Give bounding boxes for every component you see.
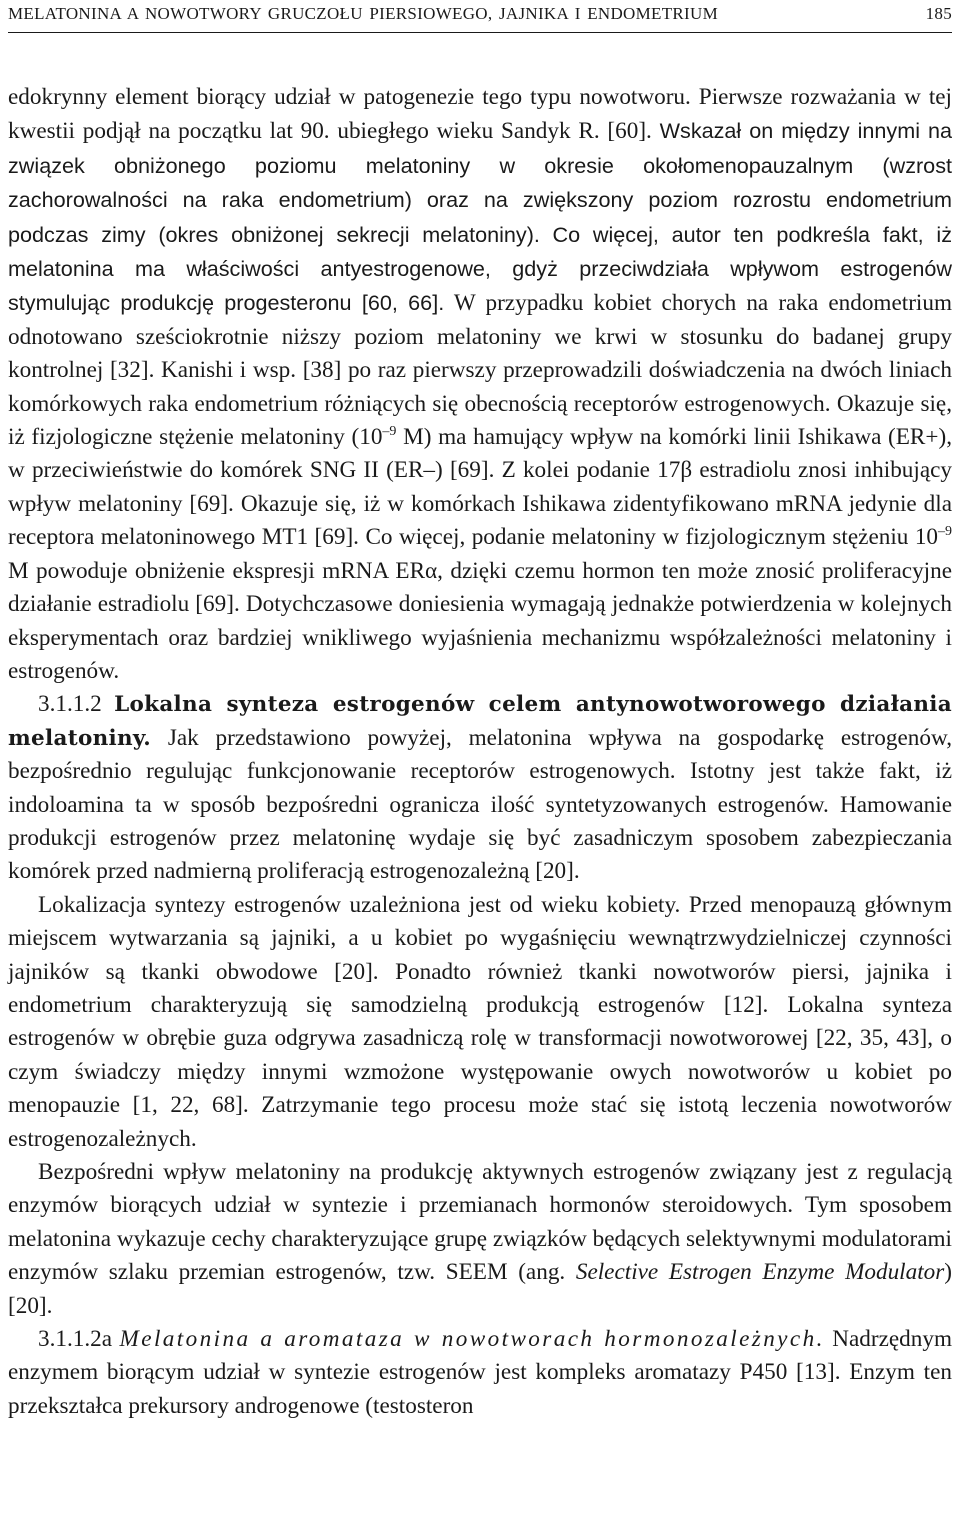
section-heading: Melatonina a aromataza w nowotworach hormonozależnych. bbox=[119, 1326, 825, 1353]
italic-term: Selective Estrogen Enzyme Modulator bbox=[575, 1259, 945, 1286]
running-header bbox=[8, 2, 952, 26]
sentence: M powoduje obniżenie ekspresji mRNA ERα, dzięki czemu hormon ten może znosić proliferacyjne działanie estradiolu [69]. bbox=[8, 557, 952, 618]
superscript-exponent: –9 bbox=[382, 424, 397, 440]
paragraph-endometrium bbox=[8, 81, 952, 688]
paragraph-localization bbox=[8, 889, 952, 1156]
sentence: Co więcej, podanie melatoniny w fizjologicznym stężeniu 10 bbox=[365, 524, 939, 551]
paragraph-text: Lokalizacja syntezy estrogenów uzależniona jest od wieku kobiety. Przed menopauzą głównym miejscem wytwarzania są jajniki, a u kobiet po wygaśnięciu wewnątrzwydzielniczej czynności jajników są tkanki obwodowe [20]. Ponadto również tkanki nowotworów piersi, jajnika i endometrium charakteryzują się samodzielną produkcją estrogenów [12]. Lokalna synteza estrogenów w obrębie guza odgrywa zasadniczą rolę w transformacji nowotworowej [22, 35, 43], o czym świadczy między innymi wzmożone występowanie owych nowotworów u kobiet po menopauzie [1, 22, 68]. Zatrzymanie tego procesu może stać się istotą leczenia nowotworów estrogenozależnych. bbox=[8, 891, 952, 1152]
paragraph-text-end: ) [20]. bbox=[8, 1259, 953, 1319]
header-rule bbox=[8, 32, 952, 33]
sentence: Dotychczasowe doniesienia wymagają jednakże potwierdzenia w kolejnych eksperymentach oraz bardziej wnikliwego wyjaśnienia mechanizmu współzależności melatoniny i estrogenów. bbox=[8, 591, 953, 684]
sentence: Okazuje się, iż fizjologiczne stężenie melatoniny (10 bbox=[8, 390, 953, 451]
sentence: [38] po raz pierwszy przeprowadzili doświadczenia na dwóch liniach komórkowych raka endometrium różniących się obecnością receptorów estrogenowych. bbox=[8, 357, 952, 417]
paragraph-text: Bezpośredni wpływ melatoniny na produkcję aktywnych estrogenów związany jest z regulacją enzymów biorących udział w syntezie i przemianach hormonów steroidowych. Tym sposobem melatonina wykazuje cechy charakteryzujące grupę związków będących selektywnymi modulatorami enzymów szlaku przemian estrogenów, tzw. SEEM (ang. bbox=[8, 1159, 952, 1286]
sentence: M) ma hamujący wpływ na komórki linii Ishikawa (ER+), w przeciwieństwie do komórek SNG II (ER–) [69]. bbox=[8, 424, 952, 484]
sentence: Co więcej, autor ten podkreśla fakt, iż melatonina ma właściwości antyestrogenowe, gdyż przeciwdziała wpływom estrogenów stymulując produkcję progesteronu [60, 66]. bbox=[8, 221, 953, 316]
section-heading: Lokalna synteza estrogenów celem antynowotworowego działania melatoniny. bbox=[8, 692, 952, 751]
paragraph-direct-influence bbox=[8, 1156, 952, 1323]
section-number: 3.1.1.2 bbox=[38, 691, 102, 718]
sentence: Z kolei podanie 17β estradiolu znosi inhibujący wpływ melatoniny [69]. bbox=[8, 457, 952, 517]
page-number: 185 bbox=[925, 4, 952, 23]
section-text: Jak przedstawiono powyżej, melatonina wpływa na gospodarkę estrogenów, bezpośrednio regulując funkcjonowanie receptorów estrogenowych. Istotny jest także fakt, iż indoloamina ta w sposób bezpośredni ogranicza ilość syntetyzowanych estrogenów. Hamowanie produkcji estrogenów przez melatoninę wydaje się być zasadniczym sposobem zabezpieczania komórek przed nadmierną proliferacją estrogenozależną [20]. bbox=[8, 724, 952, 885]
section-number: 3.1.1.2a bbox=[38, 1326, 113, 1353]
body-text bbox=[8, 81, 952, 1423]
section-3-1-1-2 bbox=[8, 688, 952, 888]
section-3-1-1-2a bbox=[8, 1323, 952, 1423]
running-title: MELATONINA A NOWOTWORY GRUCZOŁU PIERSIOWEGO, JAJNIKA I ENDOMETRIUM bbox=[8, 4, 718, 23]
sentence: W przypadku kobiet chorych na raka endometrium odnotowano sześciokrotnie niższy poziom melatoniny we krwi w stosunku do badanej grupy kontrolnej [32]. bbox=[8, 290, 952, 384]
superscript-exponent: –9 bbox=[938, 524, 953, 540]
sentence: edokrynny element biorący udział w patogenezie tego typu nowotworu. Pierwsze rozważania w tej kwestii podjął na początku lat 90. ubiegłego wieku Sandyk R. [60]. bbox=[8, 84, 952, 145]
sentence: Okazuje się, iż w komórkach Ishikawa zidentyfikowano mRNA jedynie dla receptora melatoninowego MT1 [69]. bbox=[8, 490, 953, 551]
section-text: Nadrzędnym enzymem biorącym udział w syntezie estrogenów jest kompleks aromatazy P450 [13]. Enzym ten przekształca prekursory androgenowe (testosteron bbox=[8, 1326, 953, 1419]
sentence: Kanishi i wsp. bbox=[161, 357, 297, 384]
sentence: Wskazał on między innymi na związek obniżonego poziomu melatoniny w okresie okołomenopauzalnym (wzrost zachorowalności na raka endometrium) oraz na zwiększony poziom rozrostu endometrium podczas zimy (okres obniżonej sekrecji melatoniny). bbox=[8, 118, 952, 247]
